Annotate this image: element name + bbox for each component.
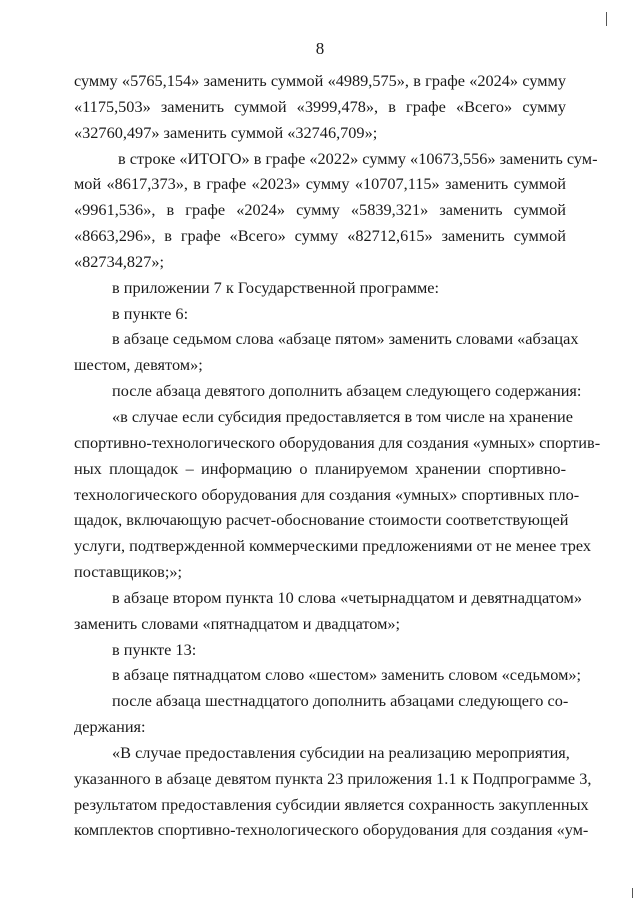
text-line: в приложении 7 к Государственной программе: (112, 277, 440, 297)
text-line: спортивно-технологического оборудования для создания «умных» спортив- (74, 432, 601, 452)
text-line: технологического оборудования для создания «умных» спортивных пло- (74, 484, 580, 504)
text-line: в пункте 13: (112, 639, 197, 659)
text-line: в абзаце седьмом слова «абзаце пятом» заменить словами «абзацах (112, 329, 579, 349)
text-line: мой «8617,373», в графе «2023» сумму «10707,115» заменить суммой (74, 174, 566, 194)
text-line: в строке «ИТОГО» в графе «2022» сумму «10673,556» заменить сум- (118, 148, 598, 168)
text-line: после абзаца шестнадцатого дополнить абзацами следующего со- (112, 691, 569, 711)
scan-mark (606, 12, 607, 26)
text-line: в абзаце пятнадцатом слово «шестом» заменить словом «седьмом»; (112, 665, 582, 685)
text-line: «9961,536», в графе «2024» сумму «5839,321» заменить суммой (74, 200, 566, 220)
scan-mark (632, 888, 633, 898)
text-line: ных площадок – информацию о планируемом хранении спортивно- (74, 458, 566, 478)
text-line: шестом, девятом»; (74, 355, 203, 375)
text-line: «8663,296», в графе «Всего» сумму «82712,615» заменить суммой (74, 226, 566, 246)
text-line: «32760,497» заменить суммой «32746,709»; (74, 122, 378, 142)
text-line: «В случае предоставления субсидии на реализацию мероприятия, (112, 742, 570, 762)
text-line: результатом предоставления субсидии является сохранность закупленных (74, 794, 589, 814)
text-line: в абзаце втором пункта 10 слова «четырнадцатом и девятнадцатом» (112, 587, 582, 607)
text-line: поставщиков;»; (74, 562, 183, 582)
text-line: комплектов спортивно-технологического оборудования для создания «ум- (74, 820, 589, 840)
text-line: после абзаца девятого дополнить абзацем следующего содержания: (112, 381, 582, 401)
text-line: услуги, подтвержденной коммерческими предложениями от не менее трех (74, 536, 592, 556)
text-line: указанного в абзаце девятом пункта 23 приложения 1.1 к Подпрограмме 3, (74, 768, 592, 788)
document-body (74, 68, 601, 843)
text-line: в пункте 6: (112, 303, 189, 323)
text-line: «в случае если субсидия предоставляется в том числе на хранение (112, 406, 573, 426)
text-line: «82734,827»; (74, 251, 165, 271)
text-line: держания: (74, 717, 146, 737)
text-line: «1175,503» заменить суммой «3999,478», в графе «Всего» сумму (74, 96, 566, 116)
text-line: щадок, включающую расчет-обоснование стоимости соответствующей (74, 510, 569, 530)
page-number: 8 (315, 39, 325, 58)
text-line: сумму «5765,154» заменить суммой «4989,575», в графе «2024» сумму (74, 71, 566, 90)
text-line: заменить словами «пятнадцатом и двадцатом»; (74, 613, 401, 633)
